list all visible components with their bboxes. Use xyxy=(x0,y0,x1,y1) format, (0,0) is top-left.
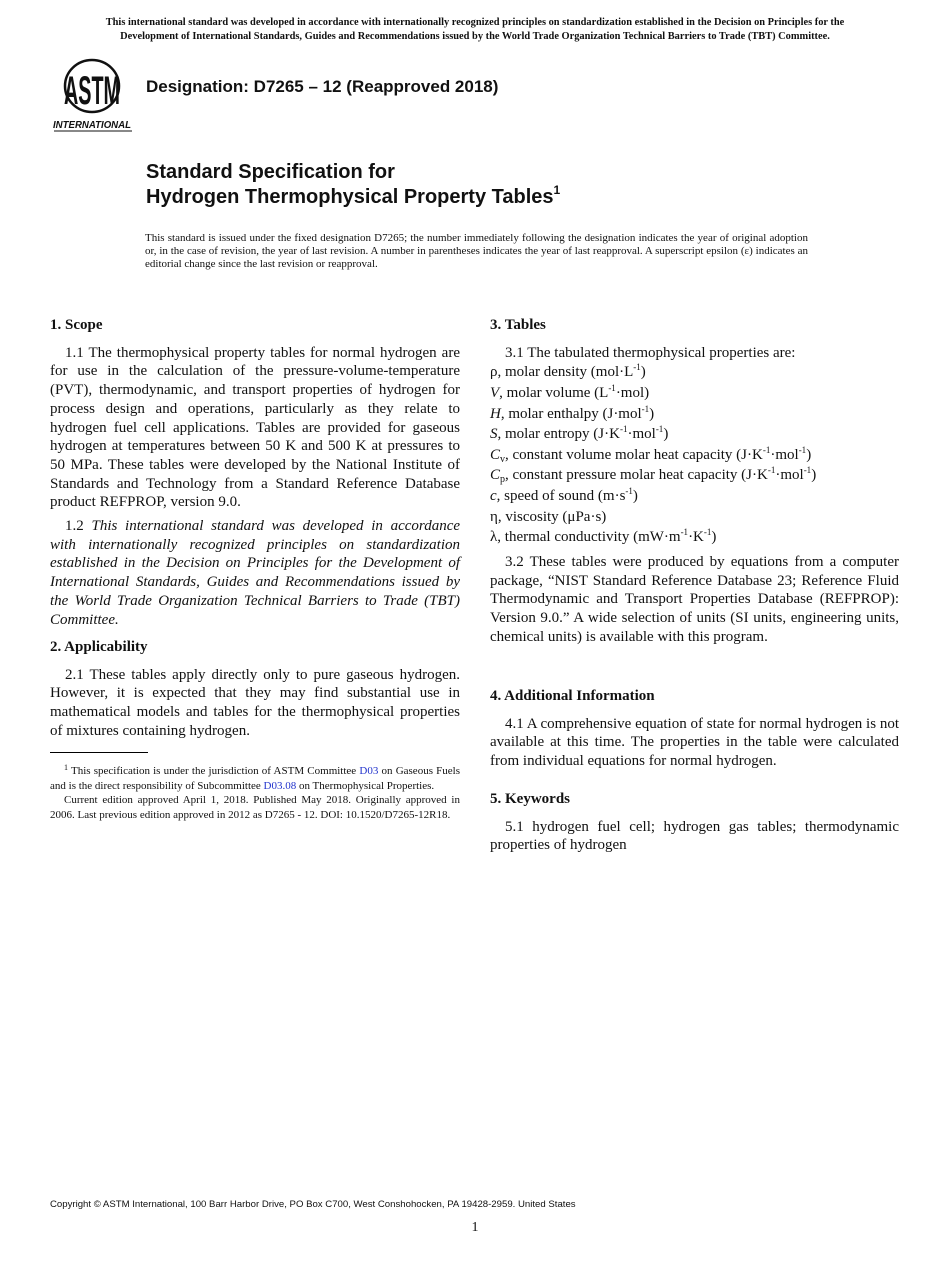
property-text: ·K xyxy=(688,529,704,546)
section-additional-info xyxy=(490,687,899,771)
property-text: ρ, molar density (mol·L xyxy=(490,364,634,381)
title-footnote-mark: 1 xyxy=(553,183,561,197)
scope-para-2-text: This international standard was developed in accordance with internationally recognized principles on standardization established in the Decision on Principles for the Development of International Standards, Guides and Recommendations issued by the World Trade Organization Technical Barriers to Trade (TBT) Committee. xyxy=(50,518,461,628)
footnotes xyxy=(50,764,460,822)
property-item xyxy=(490,507,899,528)
additional-heading: 4. Additional Information xyxy=(490,688,655,704)
issuance-note: This standard is issued under the fixed designation D7265; the number immediately following the designation indicates the year of original adoption or, in the case of revision, the year of last revision. A number in parentheses indicates the year of last reapproval. A superscript epsilon (ε) indicates an editorial change since the last revision or reapproval. xyxy=(145,232,808,270)
copyright: Copyright © ASTM International, 100 Barr Harbor Drive, PO Box C700, West Conshohocken, PA 19428-2959. United States xyxy=(50,1199,576,1210)
scope-para-1: 1.1 The thermophysical property tables for normal hydrogen are for use in the calculation of the pressure-volume-temperature (PVT), thermodynamic, and transport properties of hydrogen for process design and operations, particularly as they relate to hydrogen fuel cell applications. Tables are provided for gaseous hydrogen at temperatures between 50 K and 500 K at pressures to 50 MPa. These tables were developed by the National Institute of Standards and Technology from a Standard Reference Database product REFPROP, version 9.0. xyxy=(50,344,460,511)
property-text: , speed of sound (m·s xyxy=(496,487,626,504)
svg-text:INTERNATIONAL: INTERNATIONAL xyxy=(53,120,131,131)
property-text: -1 xyxy=(608,383,616,393)
property-text: , molar entropy (J·K xyxy=(497,426,620,443)
property-text: -1 xyxy=(641,403,650,414)
footnote-text-b: on Gaseous Fuels and is the direct responsibility of Subcommittee xyxy=(50,765,460,792)
property-item xyxy=(490,383,899,404)
property-item xyxy=(490,465,899,486)
property-text: V xyxy=(490,385,500,401)
footnote-1 xyxy=(50,764,460,793)
property-text: , molar volume (L xyxy=(499,385,609,401)
property-text: -1 xyxy=(703,527,712,538)
property-list xyxy=(490,362,899,547)
property-text: p xyxy=(500,474,506,486)
property-text: λ, thermal conductivity (mW·m xyxy=(490,529,681,546)
footnote-divider xyxy=(50,752,148,753)
property-text: H xyxy=(490,405,501,422)
property-text: ·mol xyxy=(770,446,799,463)
tables-heading: 3. Tables xyxy=(490,317,546,333)
property-text: ) xyxy=(640,364,646,381)
committee-link[interactable]: D03 xyxy=(359,765,379,777)
keywords-heading: 5. Keywords xyxy=(490,791,570,807)
property-text: , molar enthalpy (J·mol xyxy=(500,405,642,422)
property-text: , constant pressure molar heat capacity (J·K xyxy=(505,467,768,484)
property-text: -1 xyxy=(619,424,628,435)
designation: Designation: D7265 – 12 (Reapproved 2018) xyxy=(146,77,499,96)
property-text: ) xyxy=(663,426,669,443)
property-text: c xyxy=(490,487,497,504)
section-applicability xyxy=(50,638,460,741)
keywords-para-1: 5.1 hydrogen fuel cell; hydrogen gas tables; thermodynamic properties of hydrogen xyxy=(490,818,899,854)
property-item xyxy=(490,424,899,445)
property-text: ) xyxy=(811,467,817,484)
property-text: -1 xyxy=(633,362,641,373)
property-text: S xyxy=(490,426,498,443)
property-text: , constant volume molar heat capacity (J·K xyxy=(505,446,763,463)
property-text: ) xyxy=(649,405,655,422)
property-text: -1 xyxy=(625,485,633,496)
section-scope xyxy=(50,316,460,629)
property-text: -1 xyxy=(767,465,776,476)
notice-line-2: Development of International Standards, Guides and Recommendations issued by the World Trade Organization Technical Barriers to Trade (TBT) Committee. xyxy=(120,31,830,42)
scope-para-2-number: 1.2 xyxy=(65,518,92,535)
property-text: C xyxy=(490,467,501,484)
property-text: -1 xyxy=(803,465,812,476)
property-text: -1 xyxy=(798,444,807,455)
property-item xyxy=(490,527,899,548)
wto-notice xyxy=(20,16,930,44)
title-line-1: Standard Specification for xyxy=(146,161,395,183)
applicability-heading: 2. Applicability xyxy=(50,639,148,655)
section-tables xyxy=(490,316,899,548)
property-text: ·mol xyxy=(775,467,804,484)
property-text: η, viscosity (μPa·s) xyxy=(490,508,607,525)
property-text: -1 xyxy=(680,527,689,538)
astm-logo xyxy=(52,56,134,137)
property-item xyxy=(490,445,899,466)
title-line-2: Hydrogen Thermophysical Property Tables xyxy=(146,186,554,208)
property-text: v xyxy=(500,453,506,465)
notice-line-1: This international standard was developed in accordance with internationally recognized principles on standardization established in the Decision on Principles for the xyxy=(105,17,845,28)
property-text: -1 xyxy=(762,444,771,455)
property-item xyxy=(490,486,899,507)
property-text: ·mol) xyxy=(615,385,650,401)
property-text: ·mol xyxy=(627,426,656,443)
subcommittee-link[interactable]: D03.08 xyxy=(263,779,297,792)
applicability-para-1: 2.1 These tables apply directly only to pure gaseous hydrogen. However, it is expected that they may find substantial use in mathematical models and tables for the thermophysical properties of mixtures containing hydrogen. xyxy=(50,666,460,739)
svg-text:ASTM: ASTM xyxy=(64,69,120,113)
property-text: ) xyxy=(711,529,717,546)
property-text: ) xyxy=(632,487,638,504)
scope-para-2 xyxy=(50,517,460,629)
property-item xyxy=(490,404,899,425)
footnote-mark: 1 xyxy=(64,763,68,772)
scope-heading: 1. Scope xyxy=(50,317,103,333)
section-tables-3-2 xyxy=(490,553,899,647)
document-title xyxy=(146,160,560,210)
section-keywords xyxy=(490,790,899,855)
page-number: 1 xyxy=(471,1220,479,1235)
property-item xyxy=(490,362,899,383)
footnote-text-a: This specification is under the jurisdiction of ASTM Committee xyxy=(71,765,357,777)
tables-para-2: 3.2 These tables were produced by equations from a computer package, “NIST Standard Reference Database 23; Reference Fluid Thermodynamic and Transport Properties Database (REFPROP): Version 9.0.” A wide selection of units (SI units, engineering units, chemical units) is available with this program. xyxy=(490,554,899,645)
property-text: C xyxy=(490,446,501,463)
edition-note: Current edition approved April 1, 2018. Published May 2018. Originally approved in 2006. Last previous edition approved in 2012 as D7265 - 12. DOI: 10.1520/D7265-12R18. xyxy=(50,794,460,821)
tables-para-1: 3.1 The tabulated thermophysical properties are: xyxy=(505,344,796,361)
footnote-text-c: on Thermophysical Properties. xyxy=(299,779,435,792)
property-text: -1 xyxy=(655,424,664,435)
property-text: ) xyxy=(806,446,812,463)
additional-para-1: 4.1 A comprehensive equation of state for normal hydrogen is not available at this time. The properties in the table were calculated from individual equations for normal hydrogen. xyxy=(490,715,899,770)
